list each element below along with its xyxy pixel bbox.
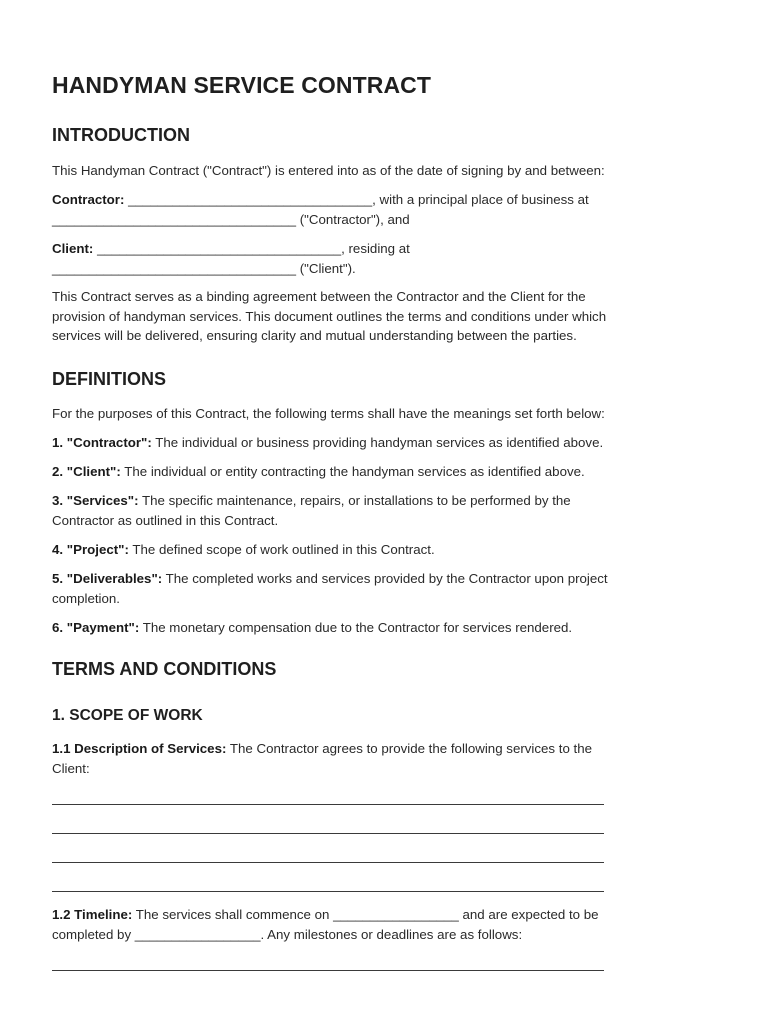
definition-item xyxy=(52,491,712,530)
client-line-2: _________________________________ ("Client"). xyxy=(52,260,356,276)
introduction-heading: INTRODUCTION xyxy=(52,125,190,145)
client-line-1: _________________________________, residing at xyxy=(93,241,410,256)
client-label: Client: xyxy=(52,241,94,256)
definition-item xyxy=(52,433,712,453)
client-paragraph xyxy=(52,239,712,278)
definition-term: 5. "Deliverables": xyxy=(52,571,163,586)
definition-text: The individual or entity contracting the handyman services as identified above. xyxy=(120,464,585,479)
binding-line-3: services will be delivered, ensuring clarity and mutual understanding between the parties. xyxy=(52,328,577,344)
definition-item xyxy=(52,618,712,638)
definition-term: 6. "Payment": xyxy=(52,620,140,635)
definition-item xyxy=(52,462,712,482)
contractor-paragraph xyxy=(52,190,712,229)
timeline-paragraph xyxy=(52,905,712,944)
timeline-text-continued: completed by _________________. Any milestones or deadlines are as follows: xyxy=(52,926,523,942)
document-title: HANDYMAN SERVICE CONTRACT xyxy=(52,72,432,98)
milestones-blank-line xyxy=(52,970,604,971)
definition-text: The specific maintenance, repairs, or installations to be performed by the xyxy=(138,493,571,508)
intro-text: This Handyman Contract ("Contract") is entered into as of the date of signing by and between: xyxy=(52,163,605,178)
timeline-text: The services shall commence on _________________ and are expected to be xyxy=(132,907,599,922)
definitions-intro: For the purposes of this Contract, the following terms shall have the meanings set forth below: xyxy=(52,406,605,421)
contractor-label: Contractor: xyxy=(52,192,125,207)
definition-text-continued: Contractor as outlined in this Contract. xyxy=(52,512,279,528)
binding-agreement-paragraph xyxy=(52,287,712,346)
definitions-heading: DEFINITIONS xyxy=(52,369,167,389)
definition-term: 1. "Contractor": xyxy=(52,435,152,450)
definition-text: The individual or business providing handyman services as identified above. xyxy=(151,435,604,450)
terms-heading: TERMS AND CONDITIONS xyxy=(52,659,277,679)
contractor-line-1: _________________________________, with a principal place of business at xyxy=(124,192,589,207)
definition-text: The completed works and services provided by the Contractor upon project xyxy=(162,571,608,586)
description-text-continued: Client: xyxy=(52,760,90,776)
definition-term: 2. "Client": xyxy=(52,464,121,479)
contractor-line-2: _________________________________ ("Contractor"), and xyxy=(52,211,410,227)
definition-text: The monetary compensation due to the Contractor for services rendered. xyxy=(139,620,573,635)
services-blank-line xyxy=(52,804,604,805)
definition-term: 4. "Project": xyxy=(52,542,129,557)
scope-of-work-heading: 1. SCOPE OF WORK xyxy=(52,707,203,724)
binding-line-1: This Contract serves as a binding agreement between the Contractor and the Client for the xyxy=(52,289,586,304)
services-blank-line xyxy=(52,891,604,892)
services-blank-line xyxy=(52,862,604,863)
description-text: The Contractor agrees to provide the following services to the xyxy=(226,741,593,756)
description-of-services-paragraph xyxy=(52,739,712,778)
definition-term: 3. "Services": xyxy=(52,493,139,508)
services-blank-line xyxy=(52,833,604,834)
timeline-label: 1.2 Timeline: xyxy=(52,907,133,922)
description-label: 1.1 Description of Services: xyxy=(52,741,227,756)
definition-text: The defined scope of work outlined in this Contract. xyxy=(128,542,435,557)
definition-item xyxy=(52,569,712,608)
definition-text-continued: completion. xyxy=(52,590,120,606)
binding-line-2: provision of handyman services. This document outlines the terms and conditions under which xyxy=(52,308,607,324)
definition-item xyxy=(52,540,712,560)
